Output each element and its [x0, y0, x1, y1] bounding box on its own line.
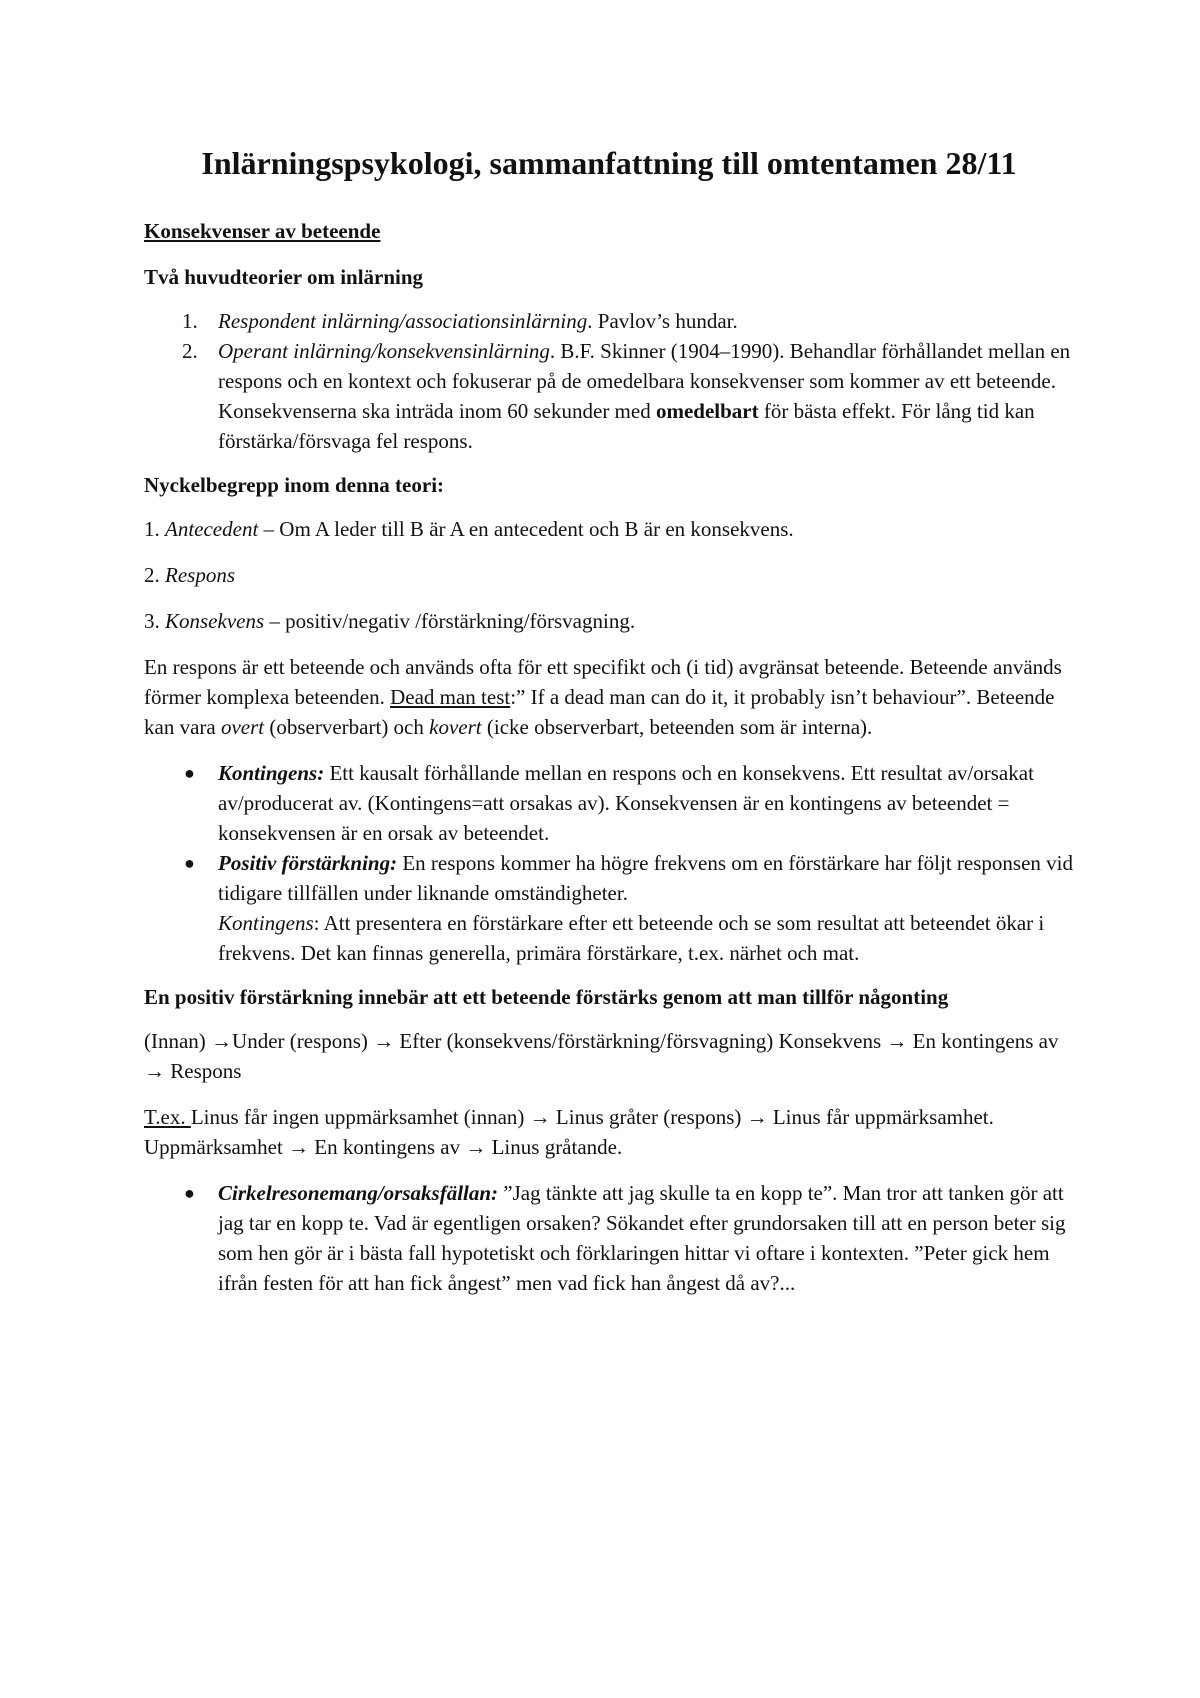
definition-text: Ett kausalt förhållande mellan en respons och en konsekvens. Ett resultat av/orsakat av/producerat av. (Kontingens=att orsakas av). Konsekvensen är en kontingens av beteendet = konsekvensen är en orsak av beteendet.	[218, 761, 1034, 845]
kovert-term: kovert	[429, 715, 482, 739]
theory-text: . B.F. Skinner (1904–1990). Behandlar förhållandet mellan en respons och en kontext och fokuserar på de omedelbara konsekvenser som kommer av ett beteende. Konsekvenserna ska inträda inom 60 sekunder med	[218, 339, 1071, 423]
theory-text: för bästa effekt. För lång tid kan förstärka/försvaga fel respons.	[218, 399, 1035, 453]
list-item	[144, 848, 1074, 968]
overt-term: overt	[220, 715, 265, 739]
definition-term: Cirkelresonemang/orsaksfällan:	[218, 1181, 499, 1205]
key-concept	[144, 514, 1074, 544]
response-paragraph	[144, 652, 1074, 742]
bullet-icon: ●	[184, 1183, 195, 1203]
definition-term: Kontingens:	[218, 761, 325, 785]
list-item	[144, 306, 1074, 336]
positive-reinforcement-heading: En positiv förstärkning innebär att ett beteende förstärks genom att man tillför någonting	[144, 985, 949, 1009]
definition-term: Positiv förstärkning:	[218, 851, 398, 875]
list-item	[144, 336, 1074, 456]
list-item	[144, 758, 1074, 848]
list-number: 1.	[182, 309, 198, 333]
bullet-icon: ●	[184, 763, 195, 783]
key-concepts-heading: Nyckelbegrepp inom denna teori:	[144, 473, 445, 497]
document-title: Inlärningspsykologi, sammanfattning till omtentamen 28/11	[201, 145, 1017, 181]
concept-number: 2.	[144, 563, 165, 587]
section-heading: Konsekvenser av beteende	[144, 219, 381, 243]
key-concept	[144, 560, 1074, 590]
concept-text: – positiv/negativ /förstärkning/försvagning.	[264, 609, 636, 633]
concept-number: 3.	[144, 609, 165, 633]
sequence-paragraph: (Innan) →Under (respons) → Efter (konsekvens/förstärkning/försvagning) Konsekvens → En kontingens av → Respons	[144, 1029, 1059, 1083]
dead-man-test-term: Dead man test	[390, 685, 511, 709]
theories-list	[144, 306, 1074, 456]
concept-term: Konsekvens	[165, 609, 265, 633]
paragraph-text: En respons är ett beteende och används ofta för ett specifikt och (i tid) avgränsat beteende. Beteende används förmer komplexa beteenden.	[144, 655, 1062, 709]
paragraph-text: (icke observerbart, beteenden som är interna).	[481, 715, 873, 739]
concept-number: 1.	[144, 517, 165, 541]
definition-subterm: Kontingens	[218, 911, 314, 935]
concept-text: – Om A leder till B är A en antecedent och B är en konsekvens.	[258, 517, 794, 541]
key-concept	[144, 606, 1074, 636]
example-text: Linus får ingen uppmärksamhet (innan) → Linus gråter (respons) → Linus får uppmärksamhet. Uppmärksamhet → En kontingens av → Linus gråtande.	[144, 1105, 994, 1159]
definition-text: En respons kommer ha högre frekvens om en förstärkare har följt responsen vid tidigare tillfällen under liknande omständigheter.	[218, 851, 1073, 905]
theory-term: Respondent inlärning/associationsinlärning	[218, 309, 588, 333]
paragraph-text: (observerbart) och	[264, 715, 430, 739]
example-label: T.ex.	[144, 1105, 191, 1129]
definition-text: ”Jag tänkte att jag skulle ta en kopp te”. Man tror att tanken gör att jag tar en kopp te. Vad är egentligen orsaken? Sökandet efter grundorsaken till att en person beter sig som hen gör är i bästa fall hypotetiskt och förklaringen hittar vi oftare i kontexten. ”Peter gick hem ifrån festen för att han fick ångest” men vad fick han ångest då av?...	[218, 1181, 1066, 1295]
list-item	[144, 1178, 1074, 1298]
document-page	[144, 140, 1074, 1312]
two-theories-heading: Två huvudteorier om inlärning	[144, 265, 424, 289]
concept-term: Respons	[165, 563, 235, 587]
circular-reasoning-list	[144, 1178, 1074, 1298]
concept-term: Antecedent	[165, 517, 259, 541]
paragraph-text: :” If a dead man can do it, it probably isn’t behaviour”. Beteende kan vara	[144, 685, 1055, 739]
list-number: 2.	[182, 339, 198, 363]
example-paragraph	[144, 1102, 1074, 1162]
bullet-icon: ●	[184, 853, 195, 873]
definition-text: : Att presentera en förstärkare efter ett beteende och se som resultat att beteendet ökar i frekvens. Det kan finnas generella, primära förstärkare, t.ex. närhet och mat.	[218, 911, 1045, 965]
theory-text: . Pavlov’s hundar.	[587, 309, 738, 333]
emphasis-word: omedelbart	[655, 399, 759, 423]
theory-term: Operant inlärning/konsekvensinlärning	[218, 339, 550, 363]
definitions-list	[144, 758, 1074, 968]
